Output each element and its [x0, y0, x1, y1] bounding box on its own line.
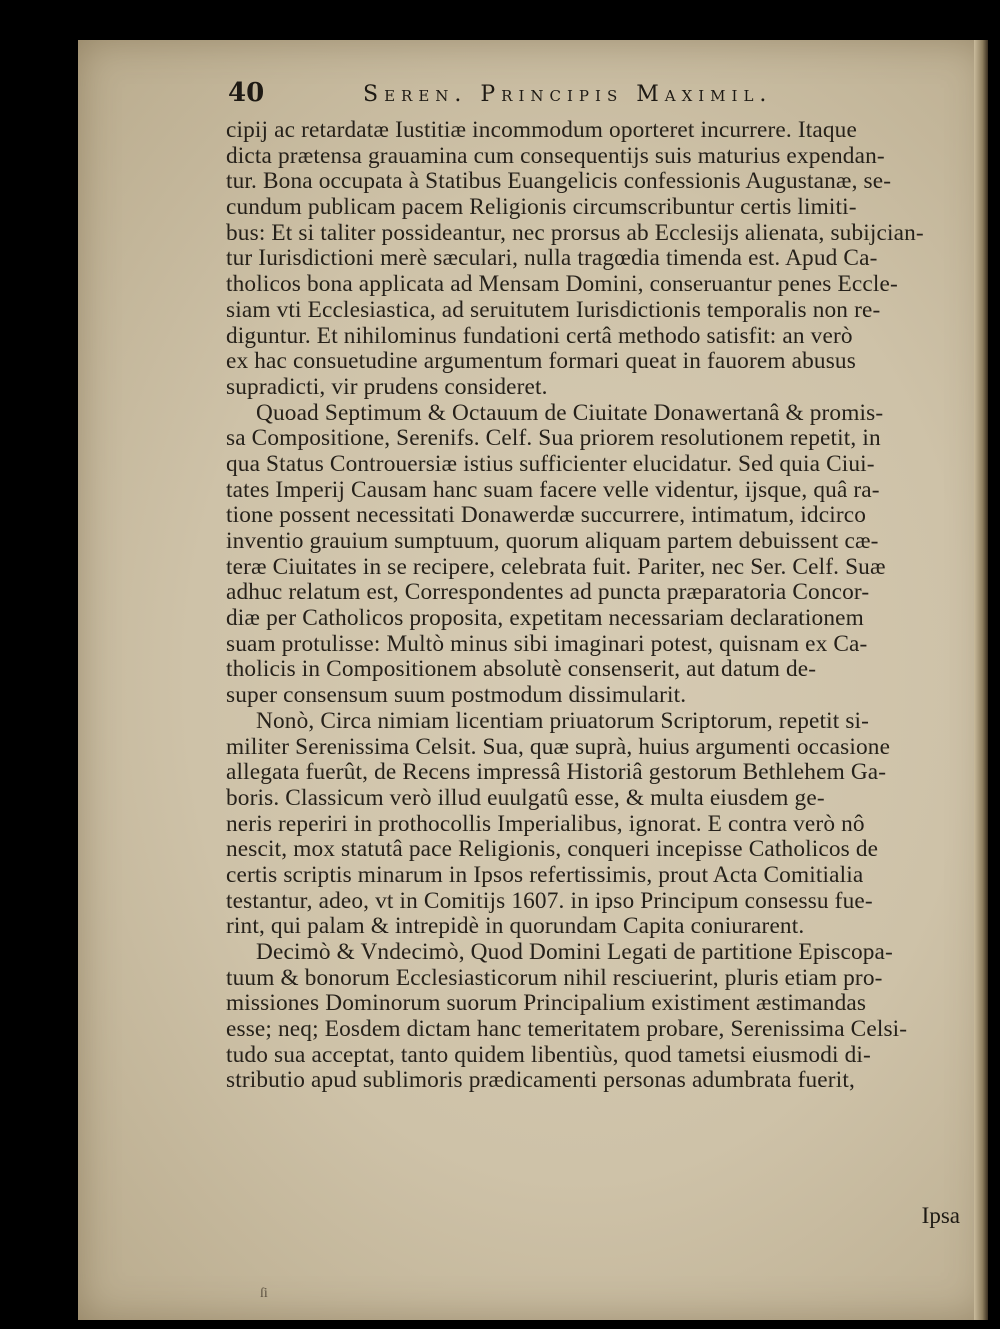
text-line: tur. Bona occupata à Statibus Euangelicis confessionis Augustanæ, se-	[226, 169, 892, 195]
text-line: tuum & bonorum Ecclesiasticorum nihil resciuerint, pluris etiam pro-	[226, 965, 883, 991]
text-line: suam protulisse: Multò minus sibi imaginari potest, quisnam ex Ca-	[226, 631, 868, 657]
text-line: diæ per Catholicos proposita, expetitam necessariam declarationem	[226, 606, 864, 632]
footer-mark: ſi	[260, 1286, 268, 1301]
page-number: 40	[228, 78, 265, 108]
text-line: super consensum suum postmodum dissimularit.	[226, 683, 687, 709]
text-line: tur Iurisdictioni merè sæculari, nulla tragœdia timenda est. Apud Ca-	[226, 246, 878, 272]
text-line: diguntur. Et nihilominus fundationi certâ methodo satisfit: an verò	[226, 323, 853, 349]
text-line: certis scriptis minarum in Ipsos refertissimis, prout Acta Comitialia	[226, 862, 864, 888]
text-line: stributio apud sublimoris prædicamenti personas adumbrata fuerit,	[226, 1068, 855, 1094]
text-line: Decimò & Vndecimò, Quod Domini Legati de partitione Episcopa-	[256, 940, 893, 965]
text-line: allegata fuerût, de Recens impressâ Historiâ gestorum Bethlehem Ga-	[226, 760, 887, 786]
text-line: Nonò, Circa nimiam licentiam priuatorum Scriptorum, repetit si-	[256, 708, 870, 734]
text-line: nescit, mox statutâ pace Religionis, conqueri incepisse Catholicos de	[226, 837, 879, 863]
text-line: siam vti Ecclesiastica, ad seruitutem Iurisdictionis temporalis non re-	[226, 297, 881, 323]
book-page	[78, 40, 988, 1320]
text-line: missiones Dominorum suorum Principalium existiment æstimandas	[226, 991, 867, 1017]
text-line: teræ Ciuitates in se recipere, celebrata fuit. Pariter, nec Ser. Celf. Suæ	[226, 554, 886, 580]
text-line: ex hac consuetudine argumentum formari queat in fauorem abusus	[226, 349, 856, 375]
text-line: qua Status Controuersiæ istius sufficienter elucidatur. Sed quia Ciui-	[226, 451, 875, 477]
text-line: militer Serenissima Celsit. Sua, quæ suprà, huius argumenti occasione	[226, 734, 891, 760]
text-line: neris reperiri in prothocollis Imperialibus, ignorat. E contra verò nô	[226, 811, 865, 837]
text-line: esse; neq; Eosdem dictam hanc temeritatem probare, Serenissima Celsi-	[226, 1017, 908, 1043]
text-line: rint, qui palam & intrepidè in quorundam Capita coniurarent.	[226, 914, 805, 940]
running-head: Seren. Principis Maximil.	[363, 82, 773, 107]
text-line: cipij ac retardatæ Iustitiæ incommodum oporteret incurrere. Itaque	[226, 118, 857, 143]
text-line: tione possent necessitati Donawerdæ succurrere, intimatum, idcirco	[226, 503, 867, 529]
text-line: supradicti, vir prudens consideret.	[226, 374, 548, 400]
text-line: cundum publicam pacem Religionis circumscribuntur certis limiti-	[226, 195, 857, 221]
text-line: boris. Classicum verò illud euulgatû esse, & multa eiusdem ge-	[226, 785, 825, 811]
text-line: testantur, adeo, vt in Comitijs 1607. in ipso Principum consessu fue-	[226, 888, 873, 914]
page-header	[228, 78, 928, 118]
catchword: Ipsa	[921, 1203, 960, 1228]
text-line: Quoad Septimum & Octauum de Ciuitate Donawertanâ & promis-	[256, 400, 884, 426]
text-line: tholicos bona applicata ad Mensam Domini, conseruantur penes Eccle-	[226, 272, 898, 298]
body-text	[226, 118, 1000, 1094]
text-line: tudo sua acceptat, tanto quidem libentiùs, quod tametsi eiusmodi di-	[226, 1042, 871, 1068]
text-line: tates Imperij Causam hanc suam facere velle videntur, ijsque, quâ ra-	[226, 477, 880, 503]
text-line: dicta prætensa grauamina cum consequentijs suis maturius expendan-	[226, 143, 885, 169]
text-line: sa Compositione, Serenifs. Celf. Sua priorem resolutionem repetit, in	[226, 426, 881, 452]
text-line: inventio grauium sumptuum, quorum aliquam partem debuissent cæ-	[226, 529, 879, 554]
text-line: adhuc relatum est, Correspondentes ad puncta præparatoria Concor-	[226, 580, 870, 606]
text-line: tholicis in Compositionem absolutè consenserit, aut datum de-	[226, 657, 817, 683]
page-gutter	[974, 40, 988, 1320]
text-line: bus: Et si taliter possideantur, nec prorsus ab Ecclesijs alienata, subijcian-	[226, 220, 924, 246]
